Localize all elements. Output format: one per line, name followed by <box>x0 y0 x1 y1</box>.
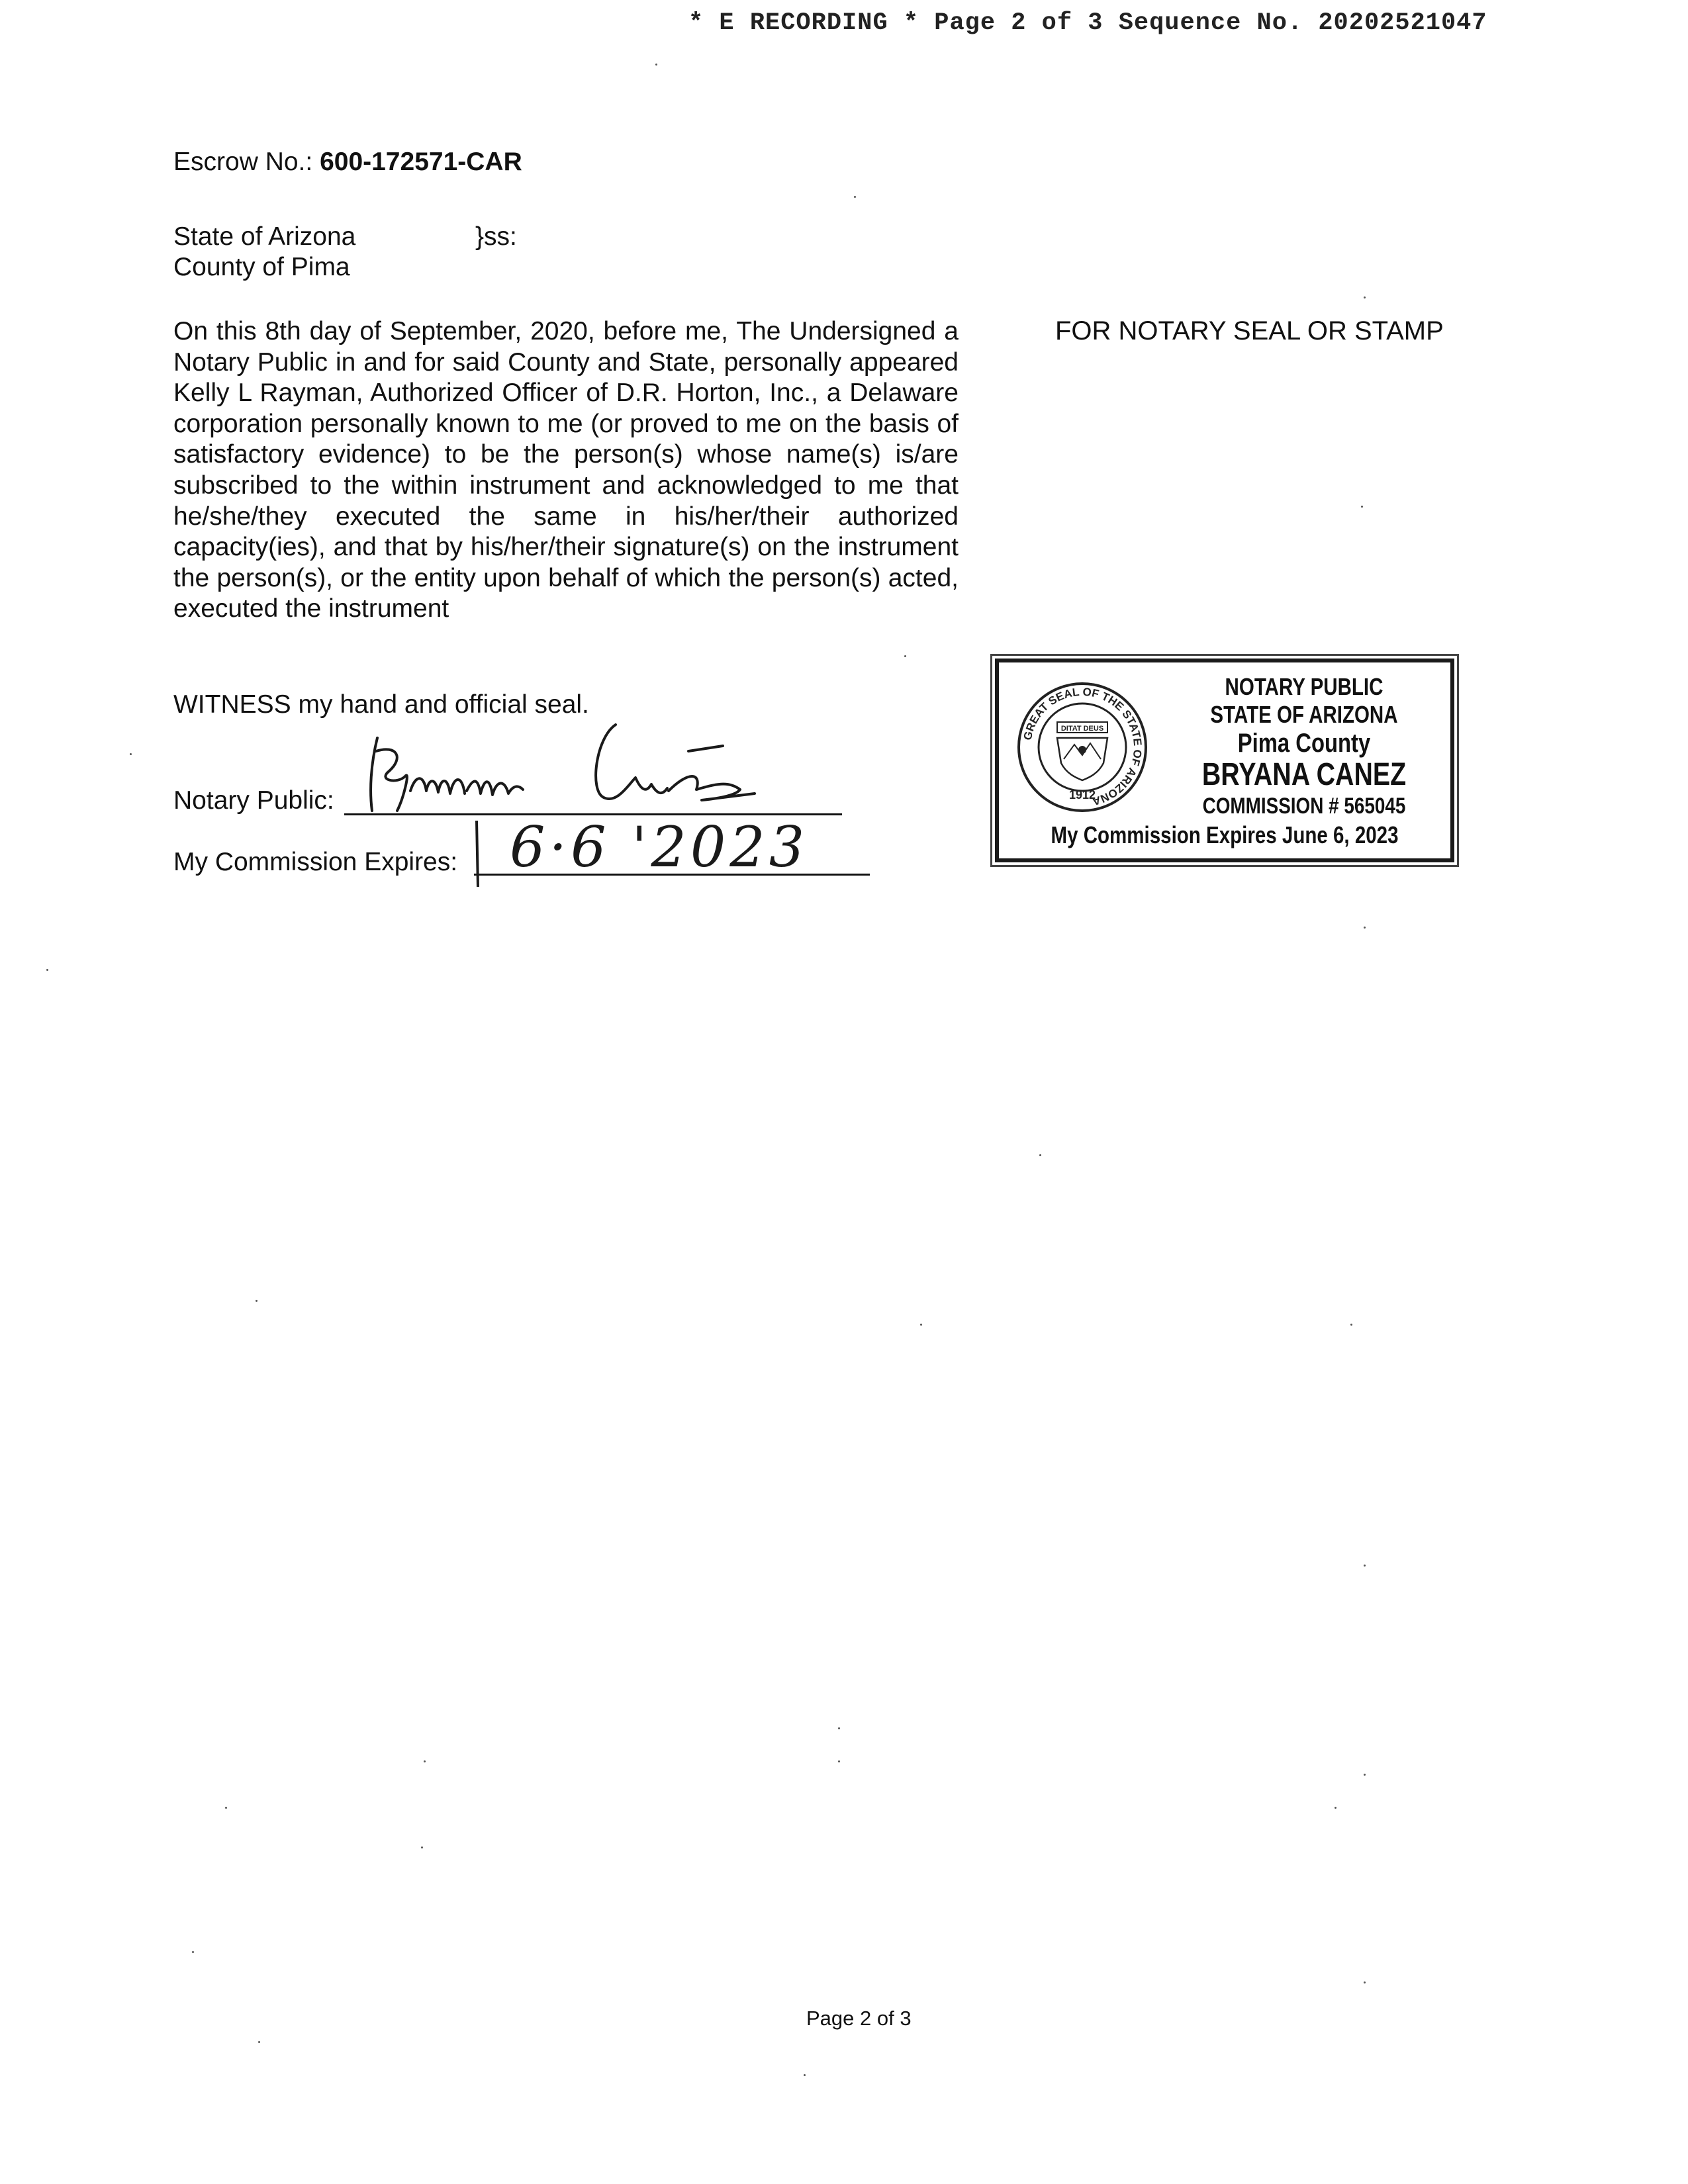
scan-speck <box>854 196 856 198</box>
signature-stroke <box>470 817 483 890</box>
notary-seal-area-label: FOR NOTARY SEAL OR STAMP <box>1055 316 1444 345</box>
scan-speck <box>1364 1774 1366 1776</box>
scan-speck <box>192 1951 194 1953</box>
scan-speck <box>225 1807 227 1809</box>
scan-speck <box>256 1300 258 1302</box>
scan-speck <box>655 64 657 66</box>
scan-speck <box>424 1760 426 1762</box>
scan-speck <box>421 1846 423 1848</box>
scan-speck <box>804 2074 806 2076</box>
scan-speck <box>920 1324 922 1326</box>
scan-speck <box>1364 1565 1366 1567</box>
notary-stamp <box>995 659 1454 862</box>
stamp-county: Pima County <box>1237 729 1371 758</box>
scan-speck <box>1364 296 1366 298</box>
escrow-number: 600-172571-CAR <box>320 148 522 176</box>
witness-statement: WITNESS my hand and official seal. <box>173 690 589 719</box>
recording-header: * E RECORDING * Page 2 of 3 Sequence No. 20202521047 <box>688 9 1487 37</box>
scan-speck <box>258 2041 260 2043</box>
stamp-commission-number: COMMISSION # 565045 <box>1202 794 1406 819</box>
venue-state: State of Arizona <box>173 222 356 251</box>
scan-speck <box>1039 1154 1041 1156</box>
scan-speck <box>1364 927 1366 929</box>
commission-expires-label: My Commission Expires: <box>173 848 458 876</box>
stamp-title: NOTARY PUBLIC <box>1225 673 1383 700</box>
stamp-state: STATE OF ARIZONA <box>1210 701 1398 728</box>
scan-speck <box>1361 506 1363 508</box>
svg-text:1912: 1912 <box>1068 788 1096 801</box>
scan-speck <box>838 1727 840 1729</box>
commission-expires-handwritten: 6·6 '2023 <box>510 815 809 880</box>
page-number: Page 2 of 3 <box>806 2007 912 2030</box>
scan-speck <box>46 969 48 971</box>
escrow-label: Escrow No.: <box>173 148 313 176</box>
svg-text:GREAT SEAL OF THE STATE OF ARI: GREAT SEAL OF THE STATE OF ARIZONA <box>1021 685 1145 808</box>
stamp-commission-expires: My Commission Expires June 6, 2023 <box>1051 821 1399 848</box>
notary-signature <box>357 711 781 827</box>
venue-ss: }ss: <box>475 222 517 251</box>
scan-speck <box>1350 1324 1352 1326</box>
stamp-notary-name: BRYANA CANEZ <box>1201 757 1407 792</box>
svg-text:DITAT DEUS: DITAT DEUS <box>1060 725 1104 733</box>
scan-speck <box>130 753 132 755</box>
arizona-state-seal-icon <box>1016 681 1149 813</box>
scan-speck <box>1364 1981 1366 1983</box>
scan-speck <box>904 655 906 657</box>
scan-speck <box>838 1760 840 1762</box>
scan-speck <box>1335 1807 1336 1809</box>
acknowledgment-paragraph: On this 8th day of September, 2020, before me, The Undersigned a Notary Public in and for said County and State, personally appeared Kelly L Rayman, Authorized Officer of D.R. Horton, Inc., a Delaware corporation personally known to me (or proved to me on the basis of satisfactory evidence) to be the person(s) whose name(s) is/are subscribed to the within instrument and acknowledged to me that he/she/they executed the same in his/her/their authorized capacity(ies), and that by his/her/their signature(s) on the instrument the person(s), or the entity upon behalf of which the person(s) acted, executed the instrument <box>173 317 959 623</box>
venue-county: County of Pima <box>173 253 350 281</box>
notary-public-label: Notary Public: <box>173 786 334 815</box>
escrow-line <box>173 147 522 177</box>
